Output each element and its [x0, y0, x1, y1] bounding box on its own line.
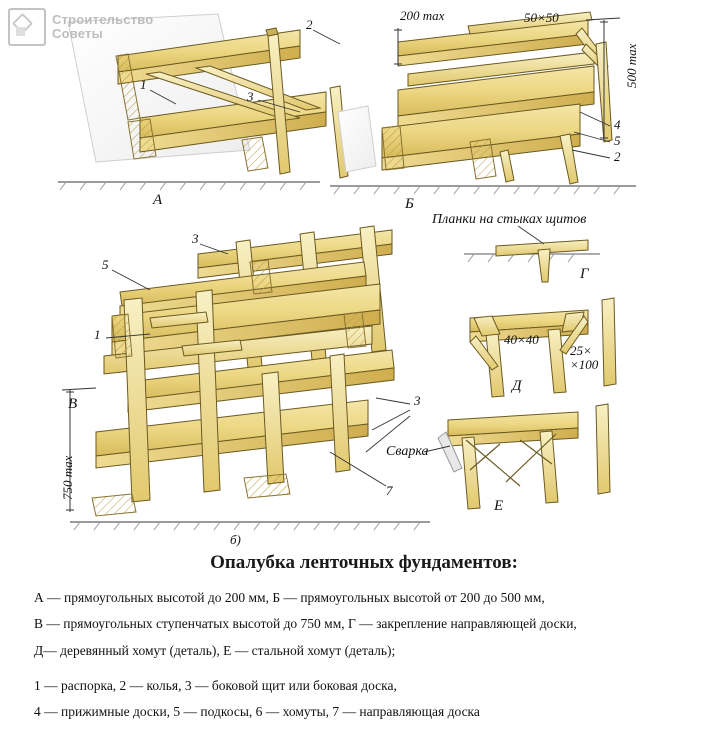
callout-5-v: 5 [102, 257, 109, 272]
panel-label-v: В [68, 396, 78, 412]
legend-line-2: В — прямоугольных ступенчатых высотой до 750 мм, Г — закрепление направляющей доски, [34, 616, 577, 632]
callout-3-a: 3 [247, 89, 254, 104]
callout-7-v: 7 [386, 483, 393, 498]
watermark-line-2: Советы [52, 26, 103, 41]
legend-line-4: 1 — распорка, 2 — колья, 3 — боковой щит или боковая доска, [34, 677, 397, 693]
callout-3-v: 3 [192, 231, 199, 246]
panel-label-a: А [153, 192, 163, 208]
watermark-line-1: Строительство [52, 12, 154, 28]
callout-2-b: 2 [614, 149, 621, 164]
dimension-25x100: 25× ×100 [570, 343, 599, 373]
dimension-50x50: 50×50 [524, 10, 559, 25]
dimension-200max: 200 max [400, 8, 445, 23]
legend-line-1: А — прямоугольных высотой до 200 мм, Б — прямоугольных высотой от 200 до 500 мм, [34, 590, 545, 605]
panel-label-b: Б [405, 196, 414, 212]
panel-label-g: Г [580, 266, 589, 282]
house-logo-icon [8, 8, 46, 46]
callout-1-v: 1 [94, 327, 101, 342]
note-welding: Сварка [386, 444, 429, 459]
callout-4-b: 4 [614, 117, 621, 132]
callout-2-a: 2 [306, 17, 313, 32]
legend-line-5: 4 — прижимные доски, 5 — подкосы, 6 — хомуты, 7 — направляющая доска [34, 704, 480, 720]
panel-label-d: Д [512, 378, 522, 394]
dimension-40x40: 40×40 [504, 332, 539, 347]
callout-1-a: 1 [140, 77, 147, 92]
site-watermark [8, 8, 153, 46]
sub-label-b: б) [230, 532, 241, 547]
note-strips-at-joints: Планки на стыках щитов [432, 212, 587, 227]
panel-label-e: Е [494, 498, 504, 514]
dimension-500max: 500 max [624, 43, 639, 88]
legend-line-3: Д— деревянный хомут (деталь), Е — стальной хомут (деталь); [34, 642, 396, 658]
figure-caption [0, 552, 728, 574]
dimension-750max: 750 max [60, 455, 75, 500]
figure-title: Опалубка ленточных фундаментов: [210, 552, 518, 573]
figure-legend [34, 585, 698, 726]
callout-5-b: 5 [614, 133, 621, 148]
callout-3-v2: 3 [414, 393, 421, 408]
